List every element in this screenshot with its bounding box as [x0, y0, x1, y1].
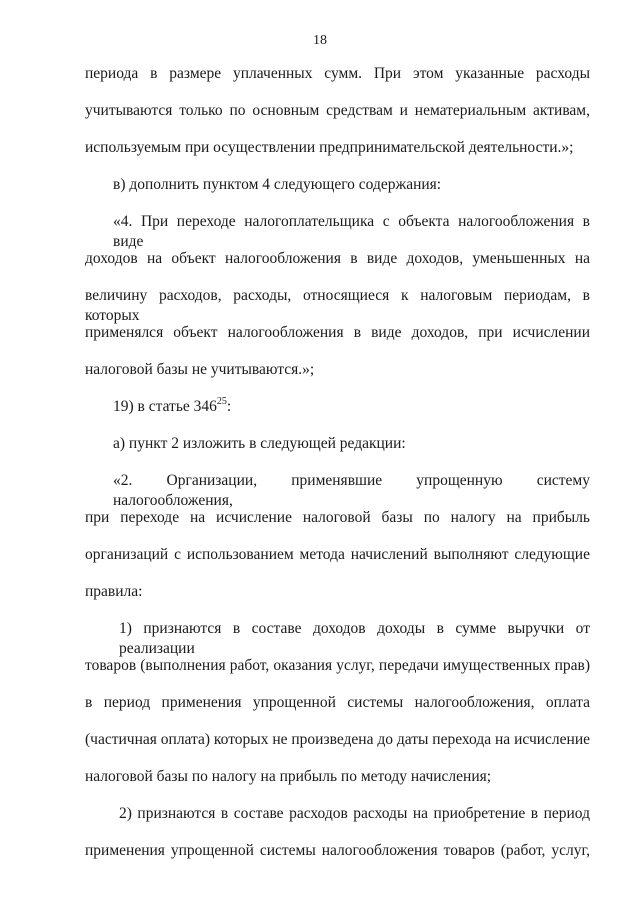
text-line: применялся объект налогообложения в виде доходов, при исчислении — [85, 324, 590, 341]
text-line: (частичная оплата) которых не произведена до даты перехода на исчисление — [85, 731, 590, 748]
text-line-tail: : — [226, 398, 232, 415]
text-line: налоговой базы по налогу на прибыль по методу начисления; — [85, 768, 492, 785]
text-line: периода в размере уплаченных сумм. При этом указанные расходы — [85, 65, 590, 82]
text-line: товаров (выполнения работ, оказания услуг, передачи имущественных прав) — [85, 657, 590, 674]
text-line: правила: — [85, 583, 143, 600]
text-line: налоговой базы не учитываются.»; — [85, 361, 315, 378]
text-line: в) дополнить пунктом 4 следующего содержания: — [113, 176, 442, 193]
text-line — [113, 397, 590, 417]
text-line: используемым при осуществлении предпринимательской деятельности.»; — [85, 139, 574, 156]
text-line: доходов на объект налогообложения в виде доходов, уменьшенных на — [85, 250, 590, 267]
text-line: 2) признаются в составе расходов расходы на приобретение в период — [119, 805, 590, 822]
text-line: а) пункт 2 изложить в следующей редакции: — [113, 435, 406, 452]
text-line: величину расходов, расходы, относящиеся к налоговым периодам, в которых — [85, 287, 590, 324]
text-line: организаций с использованием метода начислений выполняют следующие — [85, 546, 590, 563]
text-line-main: 19) в статье 346 — [113, 398, 217, 415]
text-line: «4. При переходе налогоплательщика с объекта налогообложения в виде — [113, 213, 590, 250]
text-line: в период применения упрощенной системы налогообложения, оплата — [85, 694, 590, 711]
text-line: «2. Организации, применявшие упрощенную систему налогообложения, — [113, 472, 590, 509]
text-line: учитываются только по основным средствам и нематериальным активам, — [85, 102, 590, 119]
text-line: 1) признаются в составе доходов доходы в сумме выручки от реализации — [119, 620, 590, 657]
text-line: при переходе на исчисление налоговой базы по налогу на прибыль — [85, 509, 590, 526]
page-number: 18 — [313, 33, 327, 48]
text-line: применения упрощенной системы налогообложения товаров (работ, услуг, — [85, 842, 590, 859]
superscript: 25 — [216, 395, 227, 407]
